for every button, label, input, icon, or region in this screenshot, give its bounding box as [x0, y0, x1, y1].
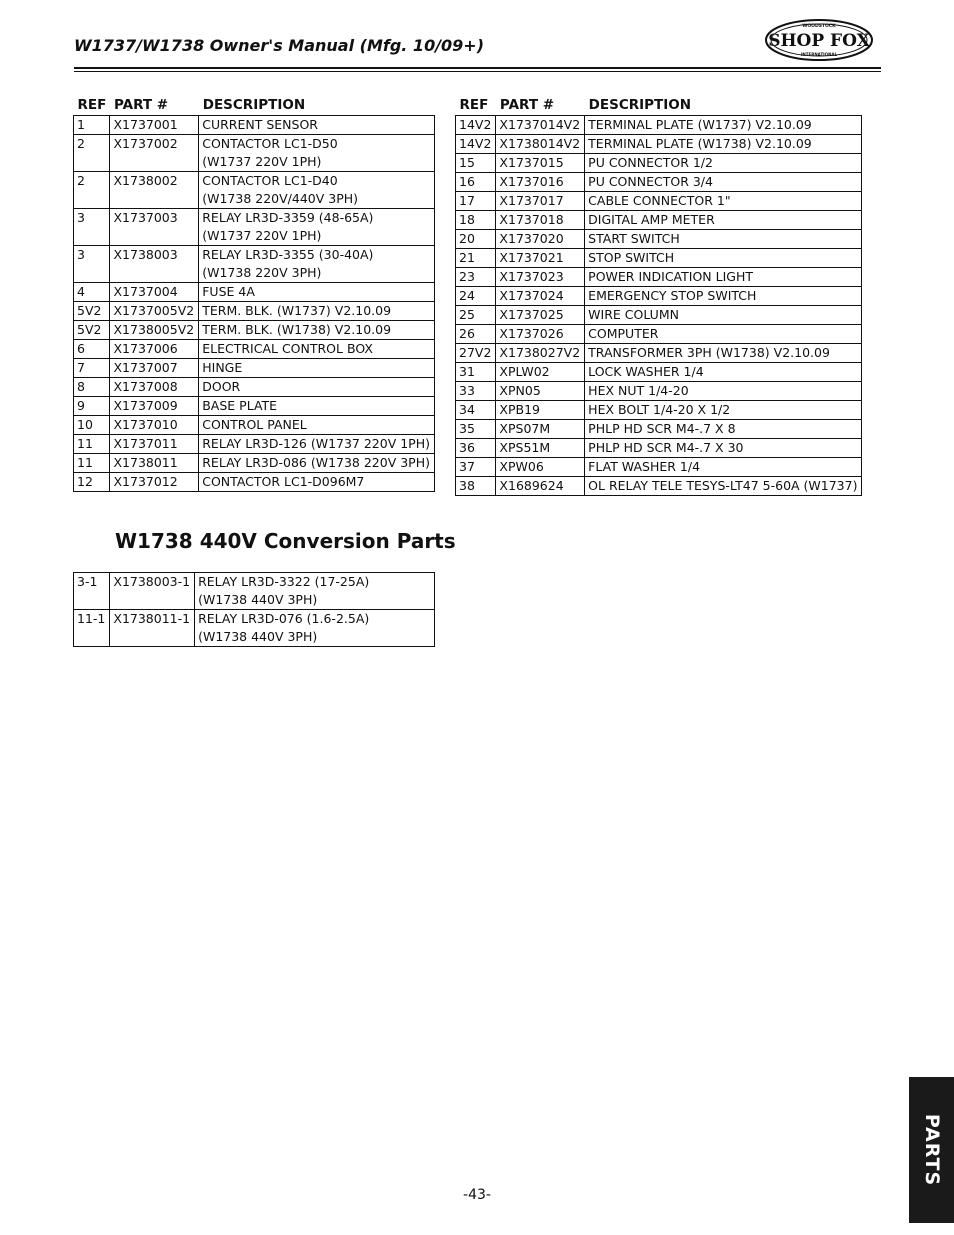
description-line: CABLE CONNECTOR 1": [588, 193, 731, 208]
description-line: LOCK WASHER 1/4: [588, 364, 704, 379]
description-line: FLAT WASHER 1/4: [588, 459, 701, 474]
description-line: RELAY LR3D-086 (W1738 220V 3PH): [202, 455, 430, 470]
table-row: [456, 154, 862, 173]
table-row: [74, 435, 435, 454]
table-row: [456, 458, 862, 477]
shop-fox-logo: [764, 17, 874, 63]
table-row: [74, 573, 435, 610]
ref-cell: 11: [74, 435, 110, 454]
ref-cell: 35: [456, 420, 496, 439]
part-number-cell: X1737014V2: [496, 116, 585, 135]
description-cell: [585, 363, 862, 382]
part-number-cell: XPN05: [496, 382, 585, 401]
conversion-section-title: W1738 440V Conversion Parts: [115, 529, 456, 553]
description-cell: [199, 378, 435, 397]
part-number-cell: X1738011: [110, 454, 199, 473]
part-number-cell: X1737018: [496, 211, 585, 230]
description-line: WIRE COLUMN: [588, 307, 679, 322]
description-line: START SWITCH: [588, 231, 680, 246]
description-cell: [585, 439, 862, 458]
table-row: [456, 211, 862, 230]
part-number-cell: X1737008: [110, 378, 199, 397]
part-number-cell: X1737009: [110, 397, 199, 416]
part-number-cell: X1737012: [110, 473, 199, 492]
description-cell: [585, 154, 862, 173]
parts-table-left: [73, 93, 435, 492]
table-row: [74, 172, 435, 209]
description-cell: [199, 135, 435, 172]
ref-cell: 3-1: [74, 573, 110, 610]
table-row: [74, 340, 435, 359]
table-row: [74, 283, 435, 302]
conversion-parts-table: [73, 572, 435, 647]
table-row: [74, 209, 435, 246]
description-cell: [199, 302, 435, 321]
part-number-cell: X1737005V2: [110, 302, 199, 321]
part-number-cell: X1689624: [496, 477, 585, 496]
description-cell: [199, 397, 435, 416]
table-row: [456, 401, 862, 420]
description-cell: [585, 211, 862, 230]
ref-cell: 33: [456, 382, 496, 401]
description-cell: [199, 359, 435, 378]
description-line: (W1737 220V 1PH): [202, 154, 322, 169]
table-row: [456, 325, 862, 344]
part-number-cell: X1738003: [110, 246, 199, 283]
ref-column-header: REF: [77, 97, 107, 113]
description-cell: [585, 135, 862, 154]
page-number: -43-: [463, 1187, 491, 1203]
part-number-cell: X1737025: [496, 306, 585, 325]
table-row: [74, 359, 435, 378]
part-number-cell: X1737023: [496, 268, 585, 287]
description-cell: [195, 610, 435, 647]
description-line: RELAY LR3D-3322 (17-25A): [198, 574, 370, 589]
part-column-header: PART #: [113, 97, 169, 113]
part-number-cell: X1737015: [496, 154, 585, 173]
table-row: [74, 135, 435, 172]
description-cell: [199, 246, 435, 283]
table-row: [456, 135, 862, 154]
table-header-row: [456, 93, 862, 116]
description-line: CONTROL PANEL: [202, 417, 307, 432]
description-line: TERMINAL PLATE (W1737) V2.10.09: [588, 117, 812, 132]
table-row: [456, 249, 862, 268]
table-row: [456, 363, 862, 382]
description-cell: [199, 283, 435, 302]
manual-title: W1737/W1738 Owner's Manual (Mfg. 10/09+): [74, 36, 485, 55]
description-cell: [199, 321, 435, 340]
description-line: RELAY LR3D-126 (W1737 220V 1PH): [202, 436, 430, 451]
part-number-cell: X1737001: [110, 116, 199, 135]
table-row: [74, 116, 435, 135]
part-number-cell: X1737003: [110, 209, 199, 246]
description-line: STOP SWITCH: [588, 250, 675, 265]
table-row: [74, 246, 435, 283]
description-cell: [199, 116, 435, 135]
description-cell: [585, 192, 862, 211]
description-column-header: DESCRIPTION: [202, 97, 306, 113]
description-cell: [199, 340, 435, 359]
table-row: [456, 382, 862, 401]
ref-cell: 23: [456, 268, 496, 287]
table-row: [74, 454, 435, 473]
ref-cell: 5V2: [74, 321, 110, 340]
description-cell: [585, 306, 862, 325]
description-cell: [585, 325, 862, 344]
table-row: [456, 173, 862, 192]
description-cell: [199, 416, 435, 435]
table-row: [456, 116, 862, 135]
description-line: CURRENT SENSOR: [202, 117, 318, 132]
part-number-cell: X1737004: [110, 283, 199, 302]
part-number-cell: XPS51M: [496, 439, 585, 458]
part-number-cell: X1738002: [110, 172, 199, 209]
ref-cell: 2: [74, 172, 110, 209]
ref-cell: 38: [456, 477, 496, 496]
table-row: [456, 306, 862, 325]
description-line: OL RELAY TELE TESYS-LT47 5-60A (W1737): [588, 478, 858, 493]
table-row: [456, 268, 862, 287]
logo-main-text: SHOP FOX: [768, 31, 870, 51]
table-row: [456, 420, 862, 439]
parts-tab-label: PARTS: [920, 1113, 943, 1187]
description-line: TERMINAL PLATE (W1738) V2.10.09: [588, 136, 812, 151]
description-line: PU CONNECTOR 1/2: [588, 155, 713, 170]
ref-cell: 7: [74, 359, 110, 378]
part-number-cell: X1737011: [110, 435, 199, 454]
description-line: ELECTRICAL CONTROL BOX: [202, 341, 373, 356]
part-number-cell: X1737010: [110, 416, 199, 435]
description-cell: [585, 401, 862, 420]
description-line: RELAY LR3D-3355 (30-40A): [202, 247, 374, 262]
ref-column-header: REF: [459, 97, 489, 113]
table-header-row: [74, 93, 435, 116]
description-line: TERM. BLK. (W1737) V2.10.09: [202, 303, 392, 318]
description-line: CONTACTOR LC1-D40: [202, 173, 338, 188]
ref-cell: 11: [74, 454, 110, 473]
ref-cell: 12: [74, 473, 110, 492]
ref-cell: 3: [74, 209, 110, 246]
description-column-header: DESCRIPTION: [588, 97, 692, 113]
part-number-cell: X1737020: [496, 230, 585, 249]
description-line: POWER INDICATION LIGHT: [588, 269, 753, 284]
ref-cell: 26: [456, 325, 496, 344]
ref-cell: 16: [456, 173, 496, 192]
ref-cell: 15: [456, 154, 496, 173]
description-line: CONTACTOR LC1-D096M7: [202, 474, 365, 489]
description-line: PHLP HD SCR M4-.7 X 30: [588, 440, 744, 455]
description-line: (W1738 220V/440V 3PH): [202, 191, 359, 206]
ref-cell: 6: [74, 340, 110, 359]
description-line: RELAY LR3D-076 (1.6-2.5A): [198, 611, 370, 626]
description-cell: [199, 473, 435, 492]
header-rule: [74, 67, 881, 69]
description-line: (W1738 440V 3PH): [198, 592, 318, 607]
description-line: TERM. BLK. (W1738) V2.10.09: [202, 322, 392, 337]
description-cell: [585, 173, 862, 192]
table-row: [456, 287, 862, 306]
ref-cell: 4: [74, 283, 110, 302]
table-row: [456, 439, 862, 458]
part-number-cell: X1737002: [110, 135, 199, 172]
ref-cell: 14V2: [456, 116, 496, 135]
description-cell: [585, 458, 862, 477]
ref-cell: 37: [456, 458, 496, 477]
ref-cell: 27V2: [456, 344, 496, 363]
table-row: [456, 344, 862, 363]
ref-cell: 36: [456, 439, 496, 458]
description-line: TRANSFORMER 3PH (W1738) V2.10.09: [588, 345, 830, 360]
description-cell: [195, 573, 435, 610]
description-line: FUSE 4A: [202, 284, 255, 299]
description-line: RELAY LR3D-3359 (48-65A): [202, 210, 374, 225]
table-row: [456, 230, 862, 249]
table-row: [74, 302, 435, 321]
logo-bottom-text: INTERNATIONAL: [800, 52, 838, 57]
part-number-cell: X1738011-1: [110, 610, 195, 647]
parts-table-right: [455, 93, 862, 496]
description-cell: [585, 268, 862, 287]
header-rule-thin: [74, 71, 881, 72]
logo-top-text: WOODSTOCK: [802, 24, 836, 29]
part-number-cell: XPW06: [496, 458, 585, 477]
part-column-header: PART #: [499, 97, 555, 113]
table-row: [74, 473, 435, 492]
description-line: (W1738 220V 3PH): [202, 265, 322, 280]
description-line: CONTACTOR LC1-D50: [202, 136, 338, 151]
part-number-cell: X1738003-1: [110, 573, 195, 610]
ref-cell: 24: [456, 287, 496, 306]
part-number-cell: X1737021: [496, 249, 585, 268]
description-cell: [585, 477, 862, 496]
description-line: DOOR: [202, 379, 241, 394]
description-cell: [585, 382, 862, 401]
description-cell: [585, 344, 862, 363]
description-line: (W1738 440V 3PH): [198, 629, 318, 644]
description-cell: [585, 420, 862, 439]
part-number-cell: X1738014V2: [496, 135, 585, 154]
description-cell: [585, 249, 862, 268]
table-row: [74, 378, 435, 397]
description-line: COMPUTER: [588, 326, 659, 341]
ref-cell: 18: [456, 211, 496, 230]
description-cell: [199, 209, 435, 246]
part-number-cell: X1737017: [496, 192, 585, 211]
table-row: [74, 610, 435, 647]
description-cell: [199, 172, 435, 209]
part-number-cell: XPS07M: [496, 420, 585, 439]
table-row: [74, 321, 435, 340]
ref-cell: 34: [456, 401, 496, 420]
description-line: HINGE: [202, 360, 243, 375]
description-line: EMERGENCY STOP SWITCH: [588, 288, 757, 303]
ref-cell: 8: [74, 378, 110, 397]
ref-cell: 14V2: [456, 135, 496, 154]
ref-cell: 20: [456, 230, 496, 249]
part-number-cell: X1737007: [110, 359, 199, 378]
description-cell: [585, 116, 862, 135]
ref-cell: 21: [456, 249, 496, 268]
description-cell: [585, 230, 862, 249]
ref-cell: 10: [74, 416, 110, 435]
table-row: [456, 192, 862, 211]
description-line: DIGITAL AMP METER: [588, 212, 715, 227]
table-row: [74, 416, 435, 435]
ref-cell: 11-1: [74, 610, 110, 647]
description-cell: [585, 287, 862, 306]
ref-cell: 5V2: [74, 302, 110, 321]
part-number-cell: XPLW02: [496, 363, 585, 382]
part-number-cell: X1737006: [110, 340, 199, 359]
part-number-cell: XPB19: [496, 401, 585, 420]
ref-cell: 17: [456, 192, 496, 211]
part-number-cell: X1737026: [496, 325, 585, 344]
part-number-cell: X1737016: [496, 173, 585, 192]
ref-cell: 9: [74, 397, 110, 416]
part-number-cell: X1738005V2: [110, 321, 199, 340]
table-row: [74, 397, 435, 416]
ref-cell: 2: [74, 135, 110, 172]
part-number-cell: X1737024: [496, 287, 585, 306]
description-line: BASE PLATE: [202, 398, 278, 413]
description-line: (W1737 220V 1PH): [202, 228, 322, 243]
ref-cell: 3: [74, 246, 110, 283]
table-row: [456, 477, 862, 496]
ref-cell: 25: [456, 306, 496, 325]
ref-cell: 1: [74, 116, 110, 135]
description-cell: [199, 435, 435, 454]
description-cell: [199, 454, 435, 473]
part-number-cell: X1738027V2: [496, 344, 585, 363]
description-line: PHLP HD SCR M4-.7 X 8: [588, 421, 736, 436]
description-line: PU CONNECTOR 3/4: [588, 174, 713, 189]
description-line: HEX BOLT 1/4-20 X 1/2: [588, 402, 731, 417]
description-line: HEX NUT 1/4-20: [588, 383, 689, 398]
ref-cell: 31: [456, 363, 496, 382]
